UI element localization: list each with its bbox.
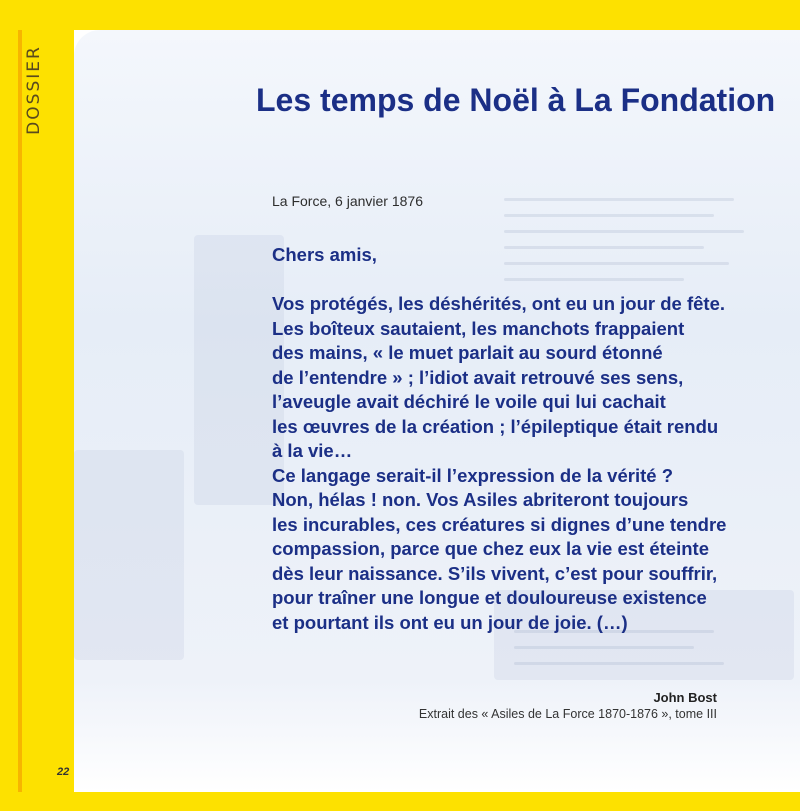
left-band-edge [18,30,22,811]
section-label: DOSSIER [24,45,44,135]
letter-line: à la vie… [272,440,353,461]
faded-photo-crowd [74,450,184,660]
faded-text-line [514,662,724,665]
letter-line: les incurables, ces créatures si dignes d’une tendre [272,513,727,535]
letter-line: les œuvres de la création ; l’épileptique était rendu [272,415,719,437]
letter-line: et pourtant ils ont eu un jour de joie. (…) [272,611,628,633]
faded-text-line [514,646,694,649]
letter-line: de l’entendre » ; l’idiot avait retrouvé ses sens, [272,366,684,388]
letter-line: des mains, « le muet parlait au sourd étonné [272,342,663,363]
top-yellow-band [0,0,800,30]
letter-line: compassion, parce que chez eux la vie est éteinte [272,538,709,559]
letter-text [272,243,752,635]
faded-text-line [504,214,714,217]
faded-text-line [504,198,734,201]
letter-line: Les boîteux sautaient, les manchots frappaient [272,317,685,339]
letter-line: Ce langage serait-il l’expression de la vérité ? [272,464,673,486]
page-number: 22 [57,766,70,778]
bottom-yellow-band [0,792,800,811]
faded-text-line [504,230,744,233]
letter-line: l’aveugle avait déchiré le voile qui lui cachait [272,391,666,412]
source-citation: Extrait des « Asiles de La Force 1870-1876 », tome III [418,707,717,721]
page-title: Les temps de Noël à La Fondation [256,82,776,118]
letter-line: Vos protégés, les déshérités, ont eu un jour de fête. [272,293,726,314]
letter-author: John Bost [653,690,717,705]
letter-place-date: La Force, 6 janvier 1876 [272,193,423,209]
faded-photo-figure [194,235,284,505]
letter-line: dès leur naissance. S’ils vivent, c’est pour souffrir, [272,562,718,584]
letter-line: Non, hélas ! non. Vos Asiles abriteront toujours [272,489,689,510]
letter-line: pour traîner une longue et douloureuse existence [272,587,707,608]
letter-greeting: Chers amis, [272,244,377,265]
